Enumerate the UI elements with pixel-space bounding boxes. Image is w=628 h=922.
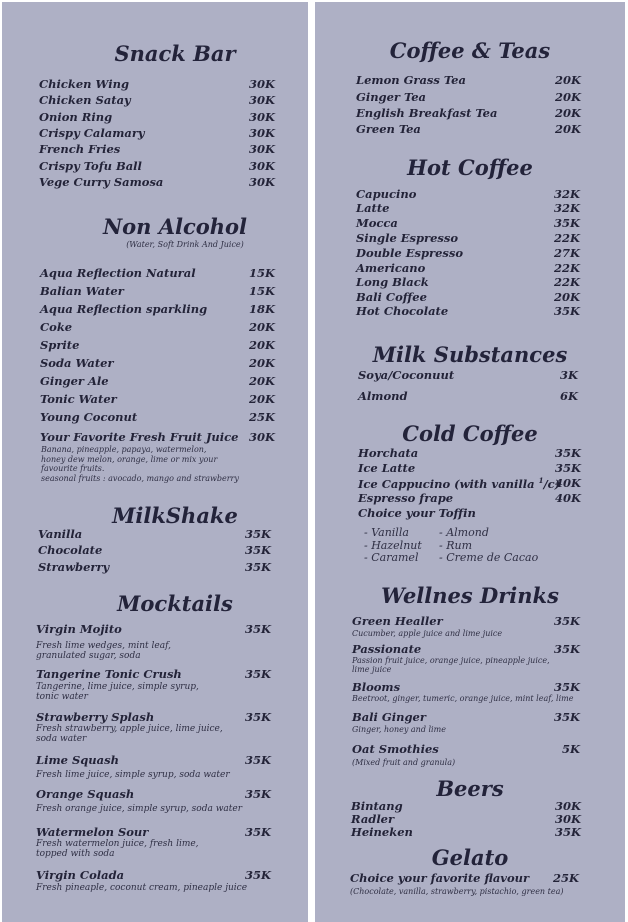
- non-alcohol-item-price: 15K: [249, 266, 275, 280]
- mocktail-item-price: 35K: [245, 825, 271, 839]
- snack-item-name: French Fries: [39, 142, 121, 156]
- section-title: Mocktails: [117, 591, 233, 616]
- beer-item-price: 30K: [555, 799, 581, 813]
- toffin-option: - Vanilla: [364, 526, 409, 539]
- section-title: Gelato: [431, 845, 509, 870]
- hot-coffee-item-name: Americano: [356, 261, 426, 275]
- gelato-description: (Chocolate, vanilla, strawberry, pistachio, green tea): [350, 887, 564, 896]
- wellness-item-name: Green Healler: [352, 614, 443, 628]
- section-subtitle: (Water, Soft Drink And Juice): [126, 240, 244, 249]
- mocktail-description: Tangerine, lime juice, simple syrup,: [36, 682, 199, 692]
- non-alcohol-item-price: 20K: [249, 392, 275, 406]
- tea-item-price: 20K: [555, 73, 581, 87]
- beer-item-name: Bintang: [351, 799, 403, 813]
- non-alcohol-item-price: 20K: [249, 338, 275, 352]
- mocktail-description: Fresh watermelon juice, fresh lime,: [36, 839, 199, 849]
- non-alcohol-item-name: Tonic Water: [40, 392, 117, 406]
- section-title: Hot Coffee: [407, 155, 533, 180]
- cold-coffee-item-name: Ice Cappucino (with vanilla $^1$/c): [358, 476, 561, 491]
- milk-item-price: 6K: [560, 389, 578, 403]
- hot-coffee-item-name: Double Espresso: [356, 246, 464, 260]
- cold-coffee-item-name: Ice Latte: [358, 461, 416, 475]
- milkshake-item-name: Chocolate: [38, 543, 103, 557]
- hot-coffee-item-name: Mocca: [356, 216, 398, 230]
- snack-item-price: 30K: [249, 110, 275, 124]
- mocktail-item-price: 35K: [245, 710, 271, 724]
- toffin-label: Choice your Toffin: [358, 506, 476, 520]
- mocktail-item-name: Watermelon Sour: [36, 825, 149, 839]
- hot-coffee-item-name: Latte: [356, 201, 390, 215]
- section-title: Wellnes Drinks: [381, 583, 559, 608]
- mocktail-item-price: 35K: [245, 787, 271, 801]
- non-alcohol-item-price: 25K: [249, 410, 275, 424]
- mocktail-item-name: Virgin Colada: [36, 868, 125, 882]
- non-alcohol-item-name: Balian Water: [40, 284, 124, 298]
- hot-coffee-item-price: 22K: [554, 261, 580, 275]
- tea-item-name: Green Tea: [356, 122, 421, 136]
- hot-coffee-item-price: 27K: [554, 246, 580, 260]
- toffin-option: - Almond: [439, 526, 489, 539]
- hot-coffee-item-price: 22K: [554, 275, 580, 289]
- non-alcohol-item-name: Coke: [40, 320, 73, 334]
- non-alcohol-item-price: 18K: [249, 302, 275, 316]
- hot-coffee-item-name: Long Black: [356, 275, 429, 289]
- mocktail-item-name: Lime Squash: [36, 753, 119, 767]
- snack-item-price: 30K: [249, 93, 275, 107]
- section-title: Coffee & Teas: [389, 38, 551, 63]
- wellness-item-price: 35K: [554, 680, 580, 694]
- cold-coffee-item-price: 40K: [555, 491, 581, 505]
- wellness-item-price: 5K: [562, 742, 580, 756]
- beer-item-price: 35K: [555, 825, 581, 839]
- toffin-option: - Creme de Cacao: [439, 551, 539, 564]
- hot-coffee-item-price: 22K: [554, 231, 580, 245]
- mocktail-item-price: 35K: [245, 667, 271, 681]
- snack-item-price: 30K: [249, 77, 275, 91]
- juice-description: seasonal fruits : avocado, mango and strawberry: [41, 473, 239, 483]
- hot-coffee-item-price: 20K: [554, 290, 580, 304]
- milkshake-item-price: 35K: [245, 543, 271, 557]
- hot-coffee-item-name: Capucino: [356, 187, 417, 201]
- non-alcohol-item-name: Aqua Reflection Natural: [40, 266, 196, 280]
- wellness-item-name: Passionate: [352, 642, 422, 656]
- wellness-item-name: Blooms: [352, 680, 401, 694]
- hot-coffee-item-price: 32K: [554, 187, 580, 201]
- non-alcohol-item-price: 20K: [249, 320, 275, 334]
- cold-coffee-item-name: Espresso frape: [358, 491, 454, 505]
- hot-coffee-item-name: Single Espresso: [356, 231, 459, 245]
- non-alcohol-item-name: Aqua Reflection sparkling: [40, 302, 208, 316]
- section-title: Beers: [436, 776, 504, 801]
- non-alcohol-item-name: Sprite: [40, 338, 80, 352]
- cold-coffee-item-price: 35K: [555, 461, 581, 475]
- wellness-item-name: Bali Ginger: [352, 710, 426, 724]
- mocktail-item-name: Strawberry Splash: [36, 710, 155, 724]
- wellness-description: Passion fruit juice, orange juice, pineapple juice,: [352, 656, 550, 665]
- tea-item-price: 20K: [555, 122, 581, 136]
- hot-coffee-item-price: 35K: [554, 304, 580, 318]
- juice-description: honey dew melon, orange, lime or mix your: [41, 454, 218, 464]
- section-title: Snack Bar: [114, 41, 236, 66]
- mocktail-item-name: Virgin Mojito: [36, 622, 122, 636]
- wellness-description: lime juice: [352, 665, 392, 674]
- mocktail-description: granulated sugar, soda: [36, 651, 141, 661]
- mocktail-description: Fresh lime wedges, mint leaf,: [36, 641, 171, 651]
- mocktail-description: soda water: [36, 734, 87, 744]
- cold-coffee-item-name: Horchata: [358, 446, 419, 460]
- section-title: Non Alcohol: [102, 214, 248, 239]
- hot-coffee-item-price: 35K: [554, 216, 580, 230]
- snack-item-price: 30K: [249, 175, 275, 189]
- tea-item-name: English Breakfast Tea: [356, 106, 498, 120]
- beer-item-name: Radler: [351, 812, 395, 826]
- snack-item-name: Chicken Wing: [39, 77, 130, 91]
- mocktail-description: topped with soda: [36, 849, 115, 859]
- toffin-option: - Rum: [439, 538, 473, 552]
- section-title: Milk Substances: [372, 342, 568, 367]
- snack-item-name: Onion Ring: [39, 110, 113, 124]
- wellness-item-name: Oat Smothies: [352, 742, 439, 756]
- snack-item-name: Vege Curry Samosa: [39, 175, 164, 189]
- non-alcohol-item-price: 20K: [249, 356, 275, 370]
- non-alcohol-item-name: Soda Water: [40, 356, 114, 370]
- hot-coffee-item-name: Hot Chocolate: [356, 304, 449, 318]
- snack-item-price: 30K: [249, 142, 275, 156]
- tea-item-name: Lemon Grass Tea: [356, 73, 466, 87]
- snack-item-price: 30K: [249, 159, 275, 173]
- beer-item-name: Heineken: [351, 825, 413, 839]
- cold-coffee-item-price: 35K: [555, 446, 581, 460]
- non-alcohol-item-price: 15K: [249, 284, 275, 298]
- mocktail-description: Fresh strawberry, apple juice, lime juice,: [36, 724, 223, 734]
- hot-coffee-item-name: Bali Coffee: [356, 290, 427, 304]
- section-title: MilkShake: [112, 503, 238, 528]
- section-title: Cold Coffee: [402, 421, 538, 446]
- non-alcohol-item-name: Ginger Ale: [40, 374, 109, 388]
- non-alcohol-item-name: Young Coconut: [40, 410, 138, 424]
- tea-item-price: 20K: [555, 90, 581, 104]
- toffin-option: - Caramel: [364, 551, 419, 564]
- snack-item-name: Crispy Tofu Ball: [39, 159, 142, 173]
- mocktail-description: Fresh pineaple, coconut cream, pineaple juice: [36, 883, 248, 893]
- mocktail-description: tonic water: [36, 692, 88, 702]
- toffin-option: - Hazelnut: [364, 538, 422, 552]
- wellness-description: (Mixed fruit and granula): [352, 758, 456, 767]
- non-alcohol-item-name: Your Favorite Fresh Fruit Juice: [40, 430, 239, 444]
- cold-coffee-item-price: 40K: [555, 476, 581, 490]
- wellness-item-price: 35K: [554, 710, 580, 724]
- wellness-description: Ginger, honey and lime: [352, 725, 446, 734]
- milkshake-item-name: Vanilla: [38, 527, 83, 541]
- mocktail-item-price: 35K: [245, 753, 271, 767]
- milk-item-name: Soya/Coconuut: [358, 368, 455, 382]
- non-alcohol-item-price: 20K: [249, 374, 275, 388]
- juice-description: favourite fruits.: [41, 464, 105, 473]
- gelato-item-name: Choice your favorite flavour: [350, 871, 530, 885]
- milk-item-name: Almond: [358, 389, 408, 403]
- tea-item-price: 20K: [555, 106, 581, 120]
- beer-item-price: 30K: [555, 812, 581, 826]
- milkshake-item-price: 35K: [245, 527, 271, 541]
- mocktail-item-name: Orange Squash: [36, 787, 135, 801]
- hot-coffee-item-price: 32K: [554, 201, 580, 215]
- milk-item-price: 3K: [560, 368, 578, 382]
- wellness-item-price: 35K: [554, 642, 580, 656]
- wellness-description: Cucumber, apple juice and lime juice: [352, 629, 503, 638]
- mocktail-description: Fresh orange juice, simple syrup, soda water: [36, 804, 243, 814]
- snack-item-name: Crispy Calamary: [39, 126, 145, 140]
- snack-item-name: Chicken Satay: [39, 93, 131, 107]
- milkshake-item-name: Strawberry: [38, 560, 110, 574]
- mocktail-description: Fresh lime juice, simple syrup, soda water: [36, 770, 230, 780]
- tea-item-name: Ginger Tea: [356, 90, 426, 104]
- gelato-item-price: 25K: [553, 871, 579, 885]
- snack-item-price: 30K: [249, 126, 275, 140]
- wellness-description: Beetroot, ginger, tumeric, orange juice, mint leaf, lime: [352, 694, 574, 703]
- juice-description: Banana, pineapple, papaya, watermelon,: [41, 445, 207, 454]
- wellness-item-price: 35K: [554, 614, 580, 628]
- mocktail-item-price: 35K: [245, 868, 271, 882]
- non-alcohol-item-price: 30K: [249, 430, 275, 444]
- milkshake-item-price: 35K: [245, 560, 271, 574]
- mocktail-item-name: Tangerine Tonic Crush: [36, 667, 182, 681]
- mocktail-item-price: 35K: [245, 622, 271, 636]
